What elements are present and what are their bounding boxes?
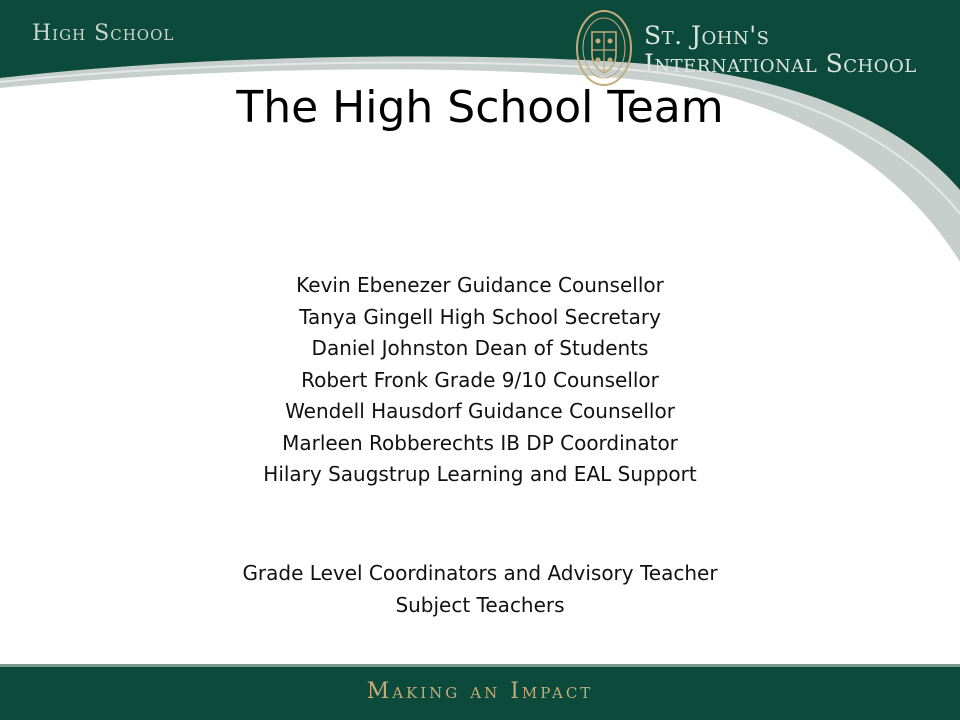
team-member: Kevin Ebenezer Guidance Counsellor [296,273,664,297]
team-member: Wendell Hausdorf Guidance Counsellor [285,399,675,423]
team-member: Daniel Johnston Dean of Students [311,336,649,360]
team-member: Marleen Robberechts IB DP Coordinator [282,430,678,455]
school-crest-icon [574,8,634,88]
slide-title: The High School Team [236,82,724,133]
school-name-line2: International School [644,49,917,78]
team-member: Tanya Gingell High School Secretary [299,304,661,329]
team-member: Robert Fronk Grade 9/10 Counsellor [301,367,659,392]
section-label: High School [32,21,175,46]
other-staff-list [0,558,960,621]
team-list [0,270,960,491]
other-staff-item: Subject Teachers [395,592,565,617]
other-staff-item: Grade Level Coordinators and Advisory Teacher [242,561,718,585]
team-member: Hilary Saugstrup Learning and EAL Support [263,462,697,486]
school-name-line1: St. John's [644,21,770,50]
school-name [644,22,917,78]
footer-tagline: Making an Impact [366,679,594,704]
